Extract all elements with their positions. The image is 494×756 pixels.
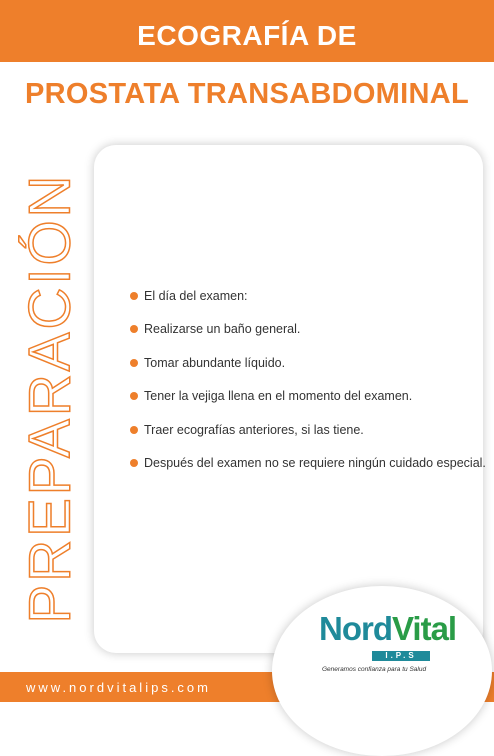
list-item-text: El día del examen: xyxy=(144,288,248,303)
list-item xyxy=(130,413,486,447)
bullet-icon xyxy=(130,426,138,434)
list-item-text: Después del examen no se requiere ningún cuidado especial. xyxy=(144,456,486,471)
website-link[interactable]: www.nordvitalips.com xyxy=(26,680,211,695)
logo-name-part1: Nord xyxy=(319,610,392,647)
nordvital-logo xyxy=(319,612,456,645)
list-item-text: Realizarse un baño general. xyxy=(144,322,301,337)
bullet-icon xyxy=(130,325,138,333)
page-title-line1: ECOGRAFÍA DE xyxy=(137,20,357,51)
list-item xyxy=(130,380,486,414)
bullet-icon xyxy=(130,392,138,400)
bullet-icon xyxy=(130,292,138,300)
bullet-icon xyxy=(130,459,138,467)
logo-name-part2: Vital xyxy=(392,610,457,647)
list-item xyxy=(130,346,486,380)
page-title-line2: PROSTATA TRANSABDOMINAL xyxy=(24,78,469,110)
list-item-text: Tomar abundante líquido. xyxy=(144,355,286,370)
section-label-vertical: PREPARACIÓN xyxy=(17,172,83,624)
logo-subtitle: I.P.S xyxy=(372,651,430,661)
list-item-text: Traer ecografías anteriores, si las tiene. xyxy=(144,422,364,437)
list-item xyxy=(130,447,486,481)
bullet-icon xyxy=(130,359,138,367)
list-item xyxy=(130,313,486,347)
list-item xyxy=(130,279,486,313)
logo-slogan: Generamos confianza para tu Salud xyxy=(322,666,427,673)
preparation-list xyxy=(130,279,486,480)
list-item-text: Tener la vejiga llena en el momento del examen. xyxy=(144,389,413,404)
